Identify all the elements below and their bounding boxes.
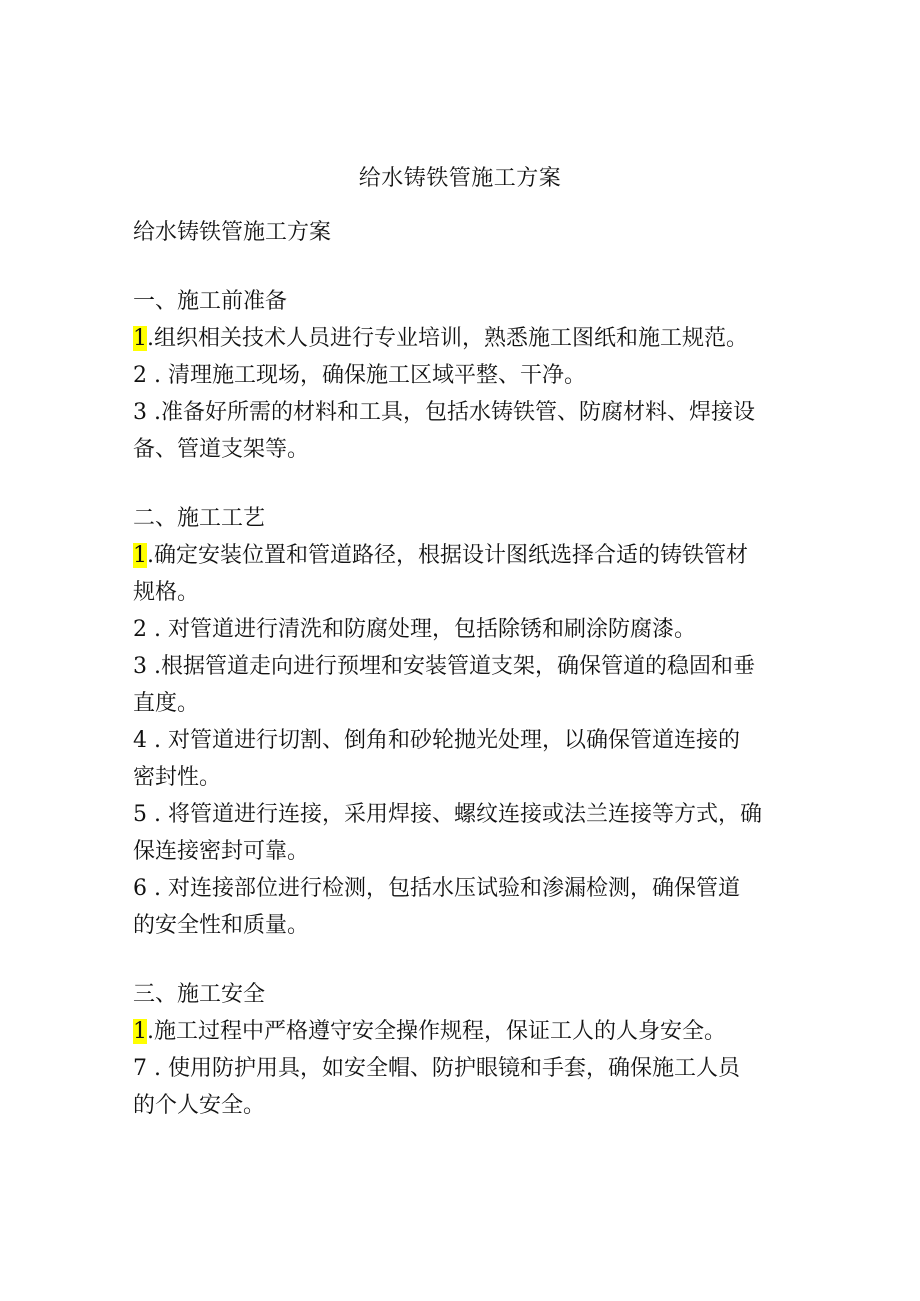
list-item <box>133 537 803 574</box>
item-text: . 使用防护用具，如安全帽、防护眼镜和手套，确保施工人员 <box>147 1056 740 1081</box>
highlighted-number: 1 <box>133 1019 147 1044</box>
highlighted-number: 1 <box>133 543 147 568</box>
item-number: 5 <box>133 802 147 827</box>
list-item <box>133 611 803 648</box>
document-title: 给水铸铁管施工方案 <box>358 166 562 191</box>
section-heading: 二、施工工艺 <box>133 506 266 531</box>
spacer <box>133 944 803 976</box>
item-number: 2 <box>133 363 147 388</box>
item-text: .根据管道走向进行预埋和安装管道支架，确保管道的稳固和垂 <box>147 654 755 679</box>
spacer <box>133 468 803 500</box>
item-number: 2 <box>133 617 147 642</box>
list-item <box>133 722 803 759</box>
list-item <box>133 796 803 833</box>
item-continuation: 的个人安全。 <box>133 1093 266 1118</box>
document-body <box>133 214 803 1124</box>
item-text: . 清理施工现场，确保施工区域平整、干净。 <box>147 363 586 388</box>
document-subtitle: 给水铸铁管施工方案 <box>133 220 332 245</box>
item-text: . 对管道进行清洗和防腐处理，包括除锈和刷涂防腐漆。 <box>147 617 696 642</box>
item-number: 4 <box>133 728 147 753</box>
spacer <box>133 251 803 283</box>
item-text: .准备好所需的材料和工具，包括水铸铁管、防腐材料、焊接设 <box>147 400 755 425</box>
item-number: 3 <box>133 400 147 425</box>
list-item <box>133 648 803 685</box>
list-item <box>133 394 803 431</box>
list-item <box>133 1013 803 1050</box>
item-text: .组织相关技术人员进行专业培训，熟悉施工图纸和施工规范。 <box>147 326 748 351</box>
section-heading: 三、施工安全 <box>133 982 266 1007</box>
item-continuation: 备、管道支架等。 <box>133 437 310 462</box>
item-text: . 将管道进行连接，采用焊接、螺纹连接或法兰连接等方式，确 <box>147 802 762 827</box>
section-heading: 一、施工前准备 <box>133 289 288 314</box>
item-continuation: 直度。 <box>133 691 200 716</box>
list-item <box>133 320 803 357</box>
item-continuation: 保连接密封可靠。 <box>133 839 310 864</box>
item-text: .施工过程中严格遵守安全操作规程，保证工人的人身安全。 <box>147 1019 726 1044</box>
list-item <box>133 357 803 394</box>
item-text: . 对连接部位进行检测，包括水压试验和渗漏检测，确保管道 <box>147 876 740 901</box>
item-continuation: 密封性。 <box>133 765 222 790</box>
list-item <box>133 1050 803 1087</box>
list-item <box>133 870 803 907</box>
item-number: 6 <box>133 876 147 901</box>
item-text: . 对管道进行切割、倒角和砂轮抛光处理，以确保管道连接的 <box>147 728 740 753</box>
item-continuation: 的安全性和质量。 <box>133 913 310 938</box>
highlighted-number: 1 <box>133 326 147 351</box>
item-number: 7 <box>133 1056 147 1081</box>
item-number: 3 <box>133 654 147 679</box>
item-text: .确定安装位置和管道路径，根据设计图纸选择合适的铸铁管材 <box>147 543 748 568</box>
item-continuation: 规格。 <box>133 580 200 605</box>
